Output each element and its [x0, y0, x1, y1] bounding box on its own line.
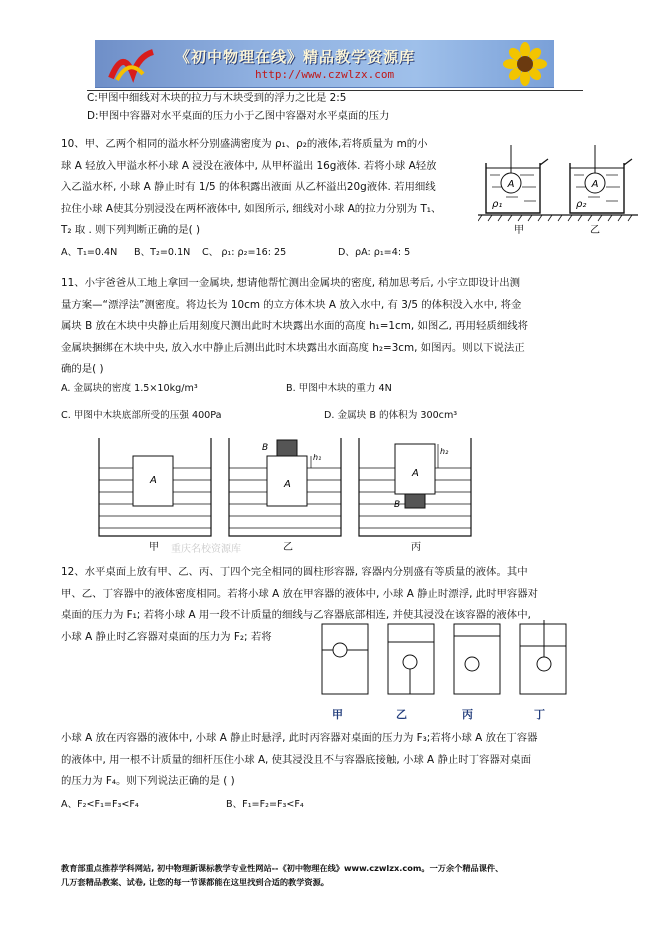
q12-line: 的压力为 F₄。则下列说法正确的是 ( ): [61, 775, 235, 787]
q12-label-bing: 丙: [462, 708, 473, 721]
q10-label-jia: 甲: [514, 225, 524, 236]
q11-figure: [97, 430, 575, 556]
q10-line: 拉住小球 A使其分别浸没在两杯液体中, 如图所示, 细线对小球 A的拉力分别为 T₁、: [61, 202, 442, 215]
q11-label-jia: 甲: [149, 542, 159, 553]
watermark: 重庆名校资源库: [171, 544, 241, 555]
q10-stem: [61, 134, 441, 242]
q12-label-yi: 乙: [396, 708, 407, 721]
q12-line: 小球 A 静止时乙容器对桌面的压力为 F₂; 若将: [61, 630, 272, 643]
q10-rho2-label: ρ₂: [576, 199, 587, 210]
q12-label-jia: 甲: [332, 708, 343, 721]
banner-title: 《初中物理在线》精品教学资源库: [175, 48, 416, 66]
sunflower-icon: [500, 42, 550, 86]
q11-option-a: A. 金属块的密度 1.5×10kg/m³: [61, 383, 198, 394]
q9-option-c: C:甲图中细线对木块的拉力与木块受到的浮力之比是 2:5: [87, 92, 347, 104]
q9-option-d: D:甲图中容器对水平桌面的压力小于乙图中容器对水平桌面的压力: [87, 110, 390, 122]
q10-ball-label: A: [591, 179, 599, 190]
q10-figure: [478, 135, 646, 245]
q12-line: 桌面的压力为 F₁; 若将小球 A 用一段不计质量的细线与乙容器底部相连, 并使其浸没在该容器的液体中,: [61, 609, 531, 621]
q11-line: 金属块捆绑在木块中央, 放入水中静止后测出此时木块露出水面高度 h₂=3cm, 如图丙。则以下说法正: [61, 341, 525, 354]
q12-option-b: B、F₁=F₂=F₃<F₄: [226, 799, 304, 810]
q10-option-d: D、ρA: ρ₁=4: 5: [338, 247, 411, 258]
q10-line: 10、甲、乙两个相同的溢水杯分别盛满密度为 ρ₁、ρ₂的液体,若将质量为 m的小: [61, 138, 428, 150]
q10-line: 入乙溢水杯, 小球 A 静止时有 1/5 的体积露出液面 从乙杯溢出20g液体. 若用细线: [61, 181, 436, 193]
q10-rho1-label: ρ₁: [492, 199, 503, 210]
header-banner: [95, 40, 554, 88]
q10-option-b: B、T₂=0.1N: [134, 247, 191, 258]
q11-line: 属块 B 放在木块中央静止后用刻度尺测出此时木块露出水面的高度 h₁=1cm, 如图乙, 再用轻质细线将: [61, 320, 528, 332]
q10-label-yi: 乙: [590, 225, 600, 236]
q11-option-b: B. 甲图中木块的重力 4N: [286, 383, 392, 394]
q10-option-c: C、 ρ₁: ρ₂=16: 25: [202, 247, 287, 258]
page-footer: [61, 861, 503, 889]
q12-line: 的液体中, 用一根不计质量的细杆压住小球 A, 使其浸没且不与容器底接触, 小球 A 静止时丁容器对桌面: [61, 753, 531, 766]
q12-label-ding: 丁: [534, 708, 545, 721]
q11-line: 确的是( ): [61, 363, 104, 375]
q12-line: 12、水平桌面上放有甲、乙、丙、丁四个完全相同的圆柱形容器, 容器内分别盛有等质量的液体。其中: [61, 566, 528, 578]
q11-option-d: D. 金属块 B 的体积为 300cm³: [324, 410, 458, 421]
q11-label-bing: 丙: [411, 542, 421, 553]
q10-ball-label: A: [507, 179, 515, 190]
q12-figure: [320, 620, 582, 728]
q12-line: 甲、乙、丁容器中的液体密度相同。若将小球 A 放在甲容器的液体中, 小球 A 静止时漂浮, 此时甲容器对: [61, 587, 539, 600]
q12-option-a: A、F₂<F₁=F₃<F₄: [61, 799, 139, 810]
banner-url[interactable]: http://www.czwlzx.com: [255, 68, 395, 81]
q11-fig-a-label: A: [150, 475, 157, 486]
q11-option-c: C. 甲图中木块底部所受的压强 400Pa: [61, 410, 222, 421]
q10-line: T₂ 取 . 则下列判断正确的是( ): [61, 224, 201, 236]
footer-line: 教育部重点推荐学科网站, 初中物理新课标教学专业性网站--《初中物理在线》www.czwlzx.com。一万余个精品课件、: [61, 863, 504, 873]
q11-line: 量方案—“漂浮法”测密度。将边长为 10cm 的立方体木块 A 放入水中, 有 3/5 的体积没入水中, 将金: [61, 298, 522, 311]
q11-fig-b-label: B: [394, 500, 401, 510]
q11-fig-a-label: A: [284, 479, 291, 490]
q11-fig-h1-label: h₁: [313, 453, 322, 462]
footer-line: 几万套精品教案、试卷, 让您的每一节课都能在这里找到合适的教学资源。: [61, 877, 329, 887]
q11-stem: [61, 273, 528, 381]
q11-line: 11、小宇爸爸从工地上拿回一金属块, 想请他帮忙测出金属块的密度, 稍加思考后, 小宇立即设计出测: [61, 277, 521, 289]
q12-stem-continued: [61, 728, 538, 793]
site-logo-icon: [103, 44, 163, 84]
q10-option-a: A、T₁=0.4N: [61, 247, 118, 258]
q11-label-yi: 乙: [283, 542, 293, 553]
q11-fig-h2-label: h₂: [440, 447, 449, 456]
q11-fig-a-label: A: [412, 468, 419, 479]
q12-line: 小球 A 放在丙容器的液体中, 小球 A 静止时悬浮, 此时丙容器对桌面的压力为 F₃;若将小球 A 放在丁容器: [61, 732, 538, 744]
q10-line: 球 A 轻放入甲溢水杯小球 A 浸没在液体中, 从甲杯溢出 16g液体. 若将小球 A轻放: [61, 159, 437, 172]
q11-fig-b-label: B: [262, 443, 269, 453]
